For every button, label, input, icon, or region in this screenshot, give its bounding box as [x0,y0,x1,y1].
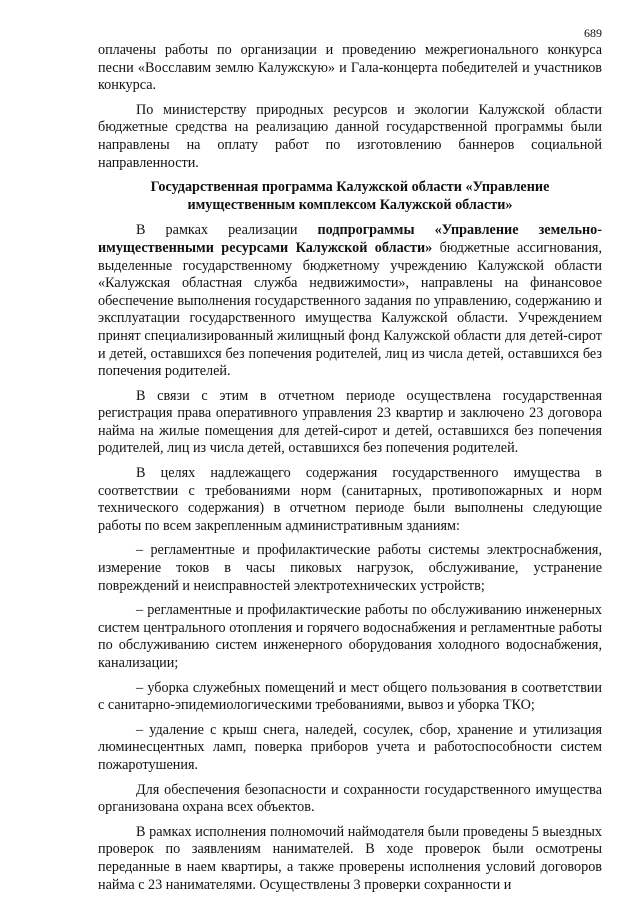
list-item-cleaning: – уборка служебных помещений и мест общего пользования в соответствии с санитарно-эпидемиологическими требованиями, вывоз и уборка ТКО; [98,679,602,714]
section-heading: Государственная программа Калужской области «Управление имущественным комплексом Калужской области» [150,179,550,213]
paragraph-registration: В связи с этим в отчетном периоде осуществлена государственная регистрация права оперативного управления 23 квартир и заключено 23 договора найма на жилые помещения для детей-сирот и детей, оставшихся без попечения родителей, лиц из числа детей, оставшихся без попечения родителей. [98,387,602,457]
page-number: 689 [584,26,602,40]
subprogram-title: подпрограммы «Управление земельно-имущественными ресурсами Калужской области» [98,222,602,256]
list-item-electrical: – регламентные и профилактические работы системы электроснабжения, измерение токов в часы пиковых нагрузок, обслуживание, устранение повреждений и неисправностей электротехнических устройств; [98,542,602,594]
subprogram-intro-text: В рамках реализации [136,222,318,239]
paragraph-maintenance-intro: В целях надлежащего содержания государственного имущества в соответствии с требованиями норм (санитарных, противопожарных и норм технического содержания) в отчетном периоде были выполнены следующие работы по всем закрепленным административным зданиям: [98,465,602,534]
document-body [98,42,602,901]
paragraph-contest-payment: оплачены работы по организации и проведению межрегионального конкурса песни «Восславим землю Калужскую» и Гала-концерта победителей и участников конкурса. [98,42,602,94]
list-item-heating-water: – регламентные и профилактические работы по обслуживанию инженерных систем центрального отопления и горячего водоснабжения и регламентные работы по обслуживанию систем инженерного оборудования холодного водоснабжения, канализации; [98,602,602,671]
paragraph-ministry-banners: По министерству природных ресурсов и экологии Калужской области бюджетные средства на реализацию данной государственной программы были направлены на оплату работ по изготовлению баннеров социальной направленности. [98,101,602,171]
list-item-snow-removal: – удаление с крыш снега, наледей, сосулек, сбор, хранение и утилизация люминесцентных ламп, поверка приборов учета и работоспособности систем пожаротушения. [98,721,602,773]
paragraph-subprogram [98,222,602,380]
paragraph-security: Для обеспечения безопасности и сохранности государственного имущества организована охрана всех объектов. [98,781,602,816]
subprogram-body-text: бюджетные ассигнования, выделенные государственному бюджетному учреждению Калужской области «Калужская областная служба недвижимости», направлены на финансовое обеспечение выполнения государственного задания по управлению, содержанию и эксплуатации государственного имущества Калужской области. Учреждением принят специализированный жилищный фонд Калужской области для детей-сирот и детей, оставшихся без попечения родителей, лиц из числа детей, оставшихся без попечения родителей. [98,239,603,380]
paragraph-inspections: В рамках исполнения полномочий наймодателя были проведены 5 выездных проверок по заявлениям нанимателей. В ходе проверок были осмотрены переданные в наем квартиры, а также проверены исполнения условий договоров найма с 23 нанимателями. Осуществлены 3 проверки сохранности и [98,823,602,893]
